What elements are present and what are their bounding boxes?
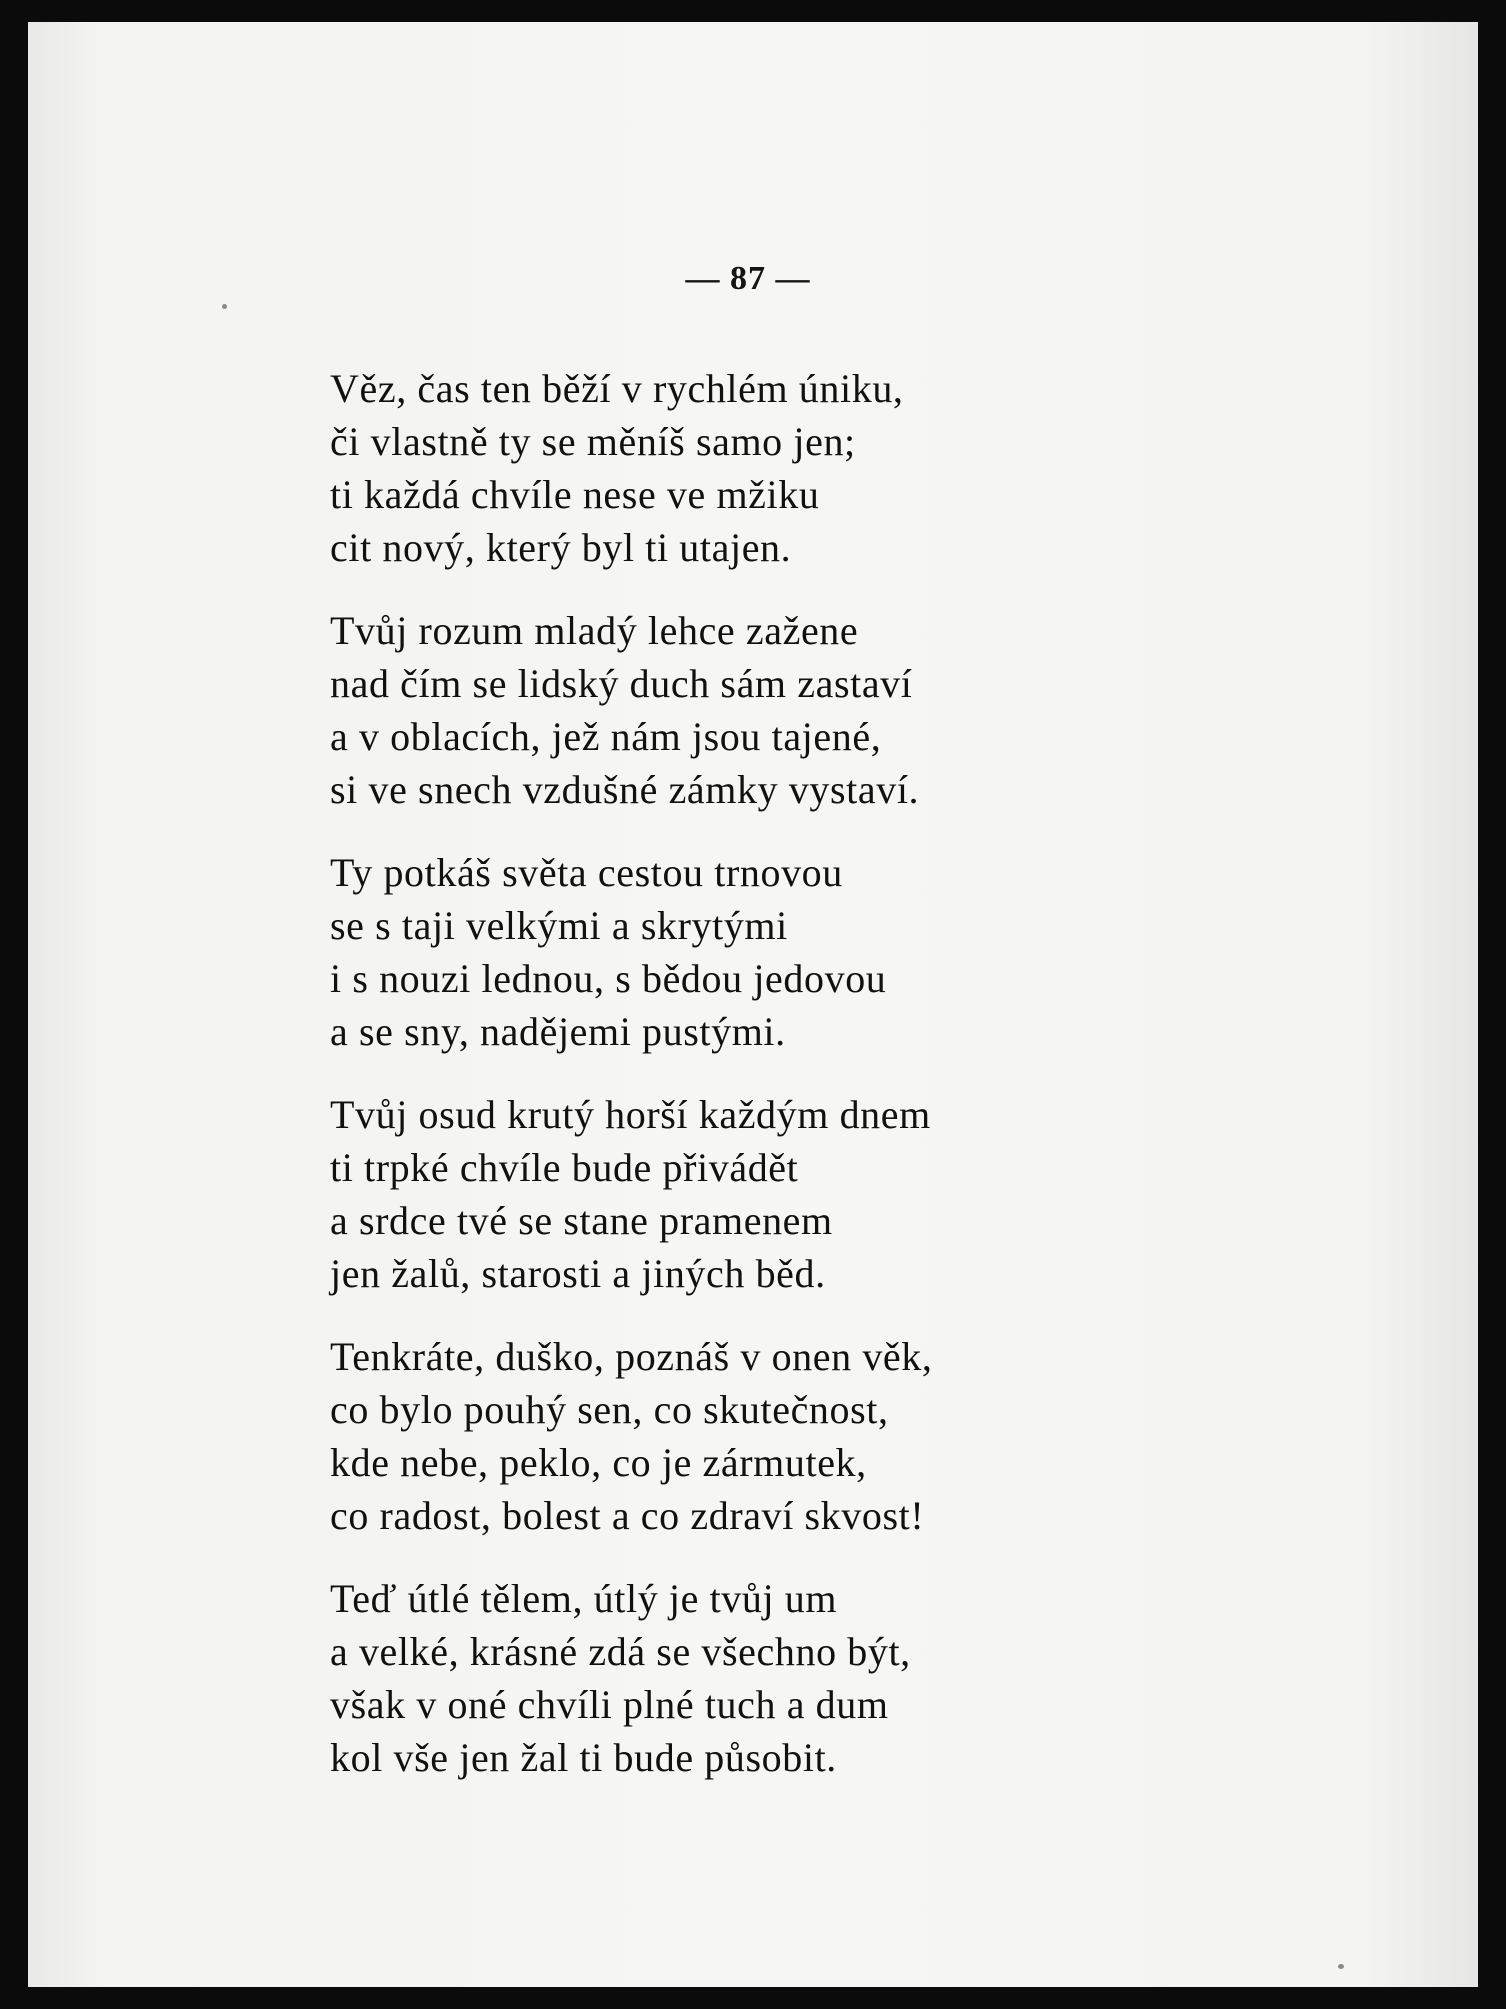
verse-line: Teď útlé tělem, útlý je tvůj um — [330, 1576, 838, 1621]
verse-line: a velké, krásné zdá se všechno být, — [330, 1629, 911, 1674]
stanza — [330, 846, 1430, 1058]
verse-line: Tvůj osud krutý horší každým dnem — [330, 1092, 931, 1137]
paper-speck — [1338, 1964, 1344, 1969]
stanza — [330, 362, 1430, 574]
verse-line: co bylo pouhý sen, co skutečnost, — [330, 1387, 889, 1432]
verse-line: a se sny, nadějemi pustými. — [330, 1009, 786, 1054]
verse-line: cit nový, který byl ti utajen. — [330, 525, 792, 570]
verse-line: jen žalů, starosti a jiných běd. — [330, 1251, 826, 1296]
verse-line: a v oblacích, jež nám jsou tajené, — [330, 714, 882, 759]
stanza — [330, 1330, 1430, 1542]
verse-line: Ty potkáš světa cestou trnovou — [330, 850, 843, 895]
verse-line: co radost, bolest a co zdraví skvost! — [330, 1493, 925, 1538]
verse-line: nad čím se lidský duch sám zastaví — [330, 661, 913, 706]
page-number: — 87 — — [685, 260, 811, 297]
verse-line: kol vše jen žal ti bude působit. — [330, 1735, 837, 1780]
verse-line: i s nouzi lednou, s bědou jedovou — [330, 956, 887, 1001]
verse-line: Věz, čas ten běží v rychlém úniku, — [330, 366, 904, 411]
poem — [330, 362, 1430, 1814]
verse-line: Tvůj rozum mladý lehce zažene — [330, 608, 859, 653]
verse-line: však v oné chvíli plné tuch a dum — [330, 1682, 889, 1727]
book-page — [28, 22, 1478, 1987]
stanza — [330, 1088, 1430, 1300]
verse-line: Tenkráte, duško, poznáš v onen věk, — [330, 1334, 933, 1379]
verse-line: si ve snech vzdušné zámky vystaví. — [330, 767, 920, 812]
stanza — [330, 604, 1430, 816]
verse-line: ti každá chvíle nese ve mžiku — [330, 472, 820, 517]
paper-speck — [222, 304, 227, 309]
verse-line: či vlastně ty se měníš samo jen; — [330, 419, 856, 464]
stanza — [330, 1572, 1430, 1784]
verse-line: a srdce tvé se stane pramenem — [330, 1198, 833, 1243]
verse-line: kde nebe, peklo, co je zármutek, — [330, 1440, 867, 1485]
verse-line: se s taji velkými a skrytými — [330, 903, 788, 948]
verse-line: ti trpké chvíle bude přivádět — [330, 1145, 799, 1190]
